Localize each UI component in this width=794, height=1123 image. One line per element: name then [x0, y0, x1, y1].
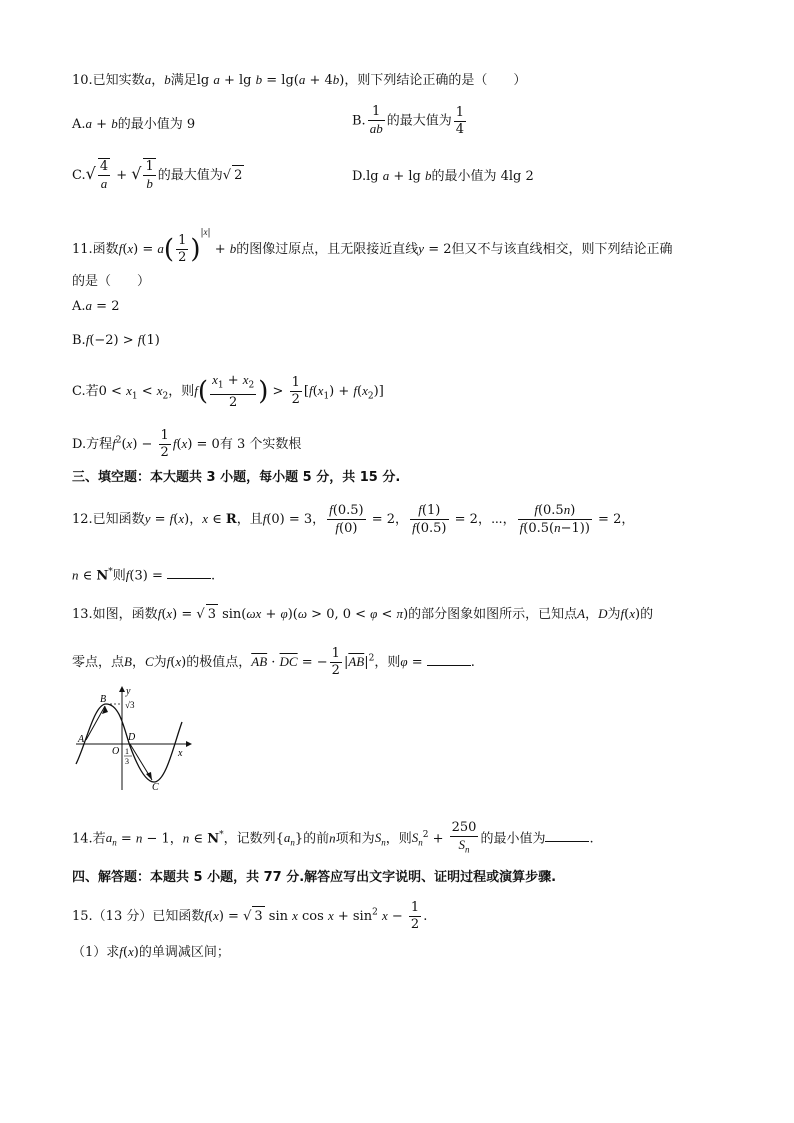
q13-answer-blank[interactable]: [427, 653, 471, 666]
label-d: D: [128, 732, 136, 743]
q11-stem-cont: 的是（ ）: [72, 274, 151, 289]
q13-stem: 13.如图，函数f(x) = √ 3 sin(ωx + φ)(ω > 0, 0 < φ < π)的部分图象如图所示，已知点A，D为f(x)的: [72, 604, 653, 625]
q11-option-a: A.a = 2: [72, 298, 120, 314]
q15-stem: 15.（13 分）已知函数f(x) = √ 3 sin x $\cos x + \sin^2 x$ − $\frac{1}{2}$ .: [72, 900, 428, 932]
q13-stem-cont: 零点，点B，C为f(x)的极值点，$\overline{AB} \cdot \overline{DC}$ = − $\frac{1}{2}$ $|\overline{AB}|^2$，则φ = .: [72, 646, 475, 678]
q12-answer-blank[interactable]: [167, 566, 211, 579]
vector-ab: [86, 706, 105, 740]
section-3-heading: 三、填空题：本大题共 3 小题，每小题 5 分，共 15 分.: [72, 470, 401, 485]
label-three: 3: [125, 757, 129, 766]
label-one: 1: [125, 747, 129, 756]
q10-stem: 10.已知实数a，b满足lg a + lg b = lg(a + 4b)，则下列结论正确的是（ ）: [72, 72, 527, 88]
q11-option-d: D.方程$f^2(x)$ − $\frac{1}{2}$ f(x) = 0有 3 个实数根: [72, 428, 302, 460]
q10-stem-text: 10.已知实数: [72, 73, 145, 88]
label-o: O: [112, 746, 120, 757]
q10-option-c: C.√ $\frac{4}{a}$ + √ $\frac{1}{b}$ 的最大值为√ 2: [72, 159, 243, 191]
q10-option-d: D.lg a + lg b的最小值为 4lg 2: [352, 168, 534, 184]
label-sqrt3: √3: [125, 700, 135, 710]
label-b: B: [100, 694, 107, 705]
q11-option-c: C.若$0 < x_1 < x_2$，则f( $\frac{x_1 + x_2}{2}$ ) > $\frac{1}{2}$ $[f(x_1) + f(x_2)]$: [72, 372, 384, 410]
q14-answer-blank[interactable]: [545, 829, 589, 842]
sine-curve: [76, 704, 182, 782]
q11-stem: 11.函数f(x) = a( $\frac{1}{2}$ )$^{|x|}$ + b的图像过原点，且无限接近直线y = 2但又不与该直线相交，则下列结论正确: [72, 227, 673, 265]
q10-option-a: A.a + b的最小值为 9: [72, 116, 196, 132]
q12-stem: 12.已知函数y = f(x)，x ∈ R，且f(0) = 3， $\frac{f(0.5)}{f(0)}$ = 2， $\frac{f(1)}{f(0.5)}$ = 2，⋯， $\frac{f(0.5n)}{f(0.5(n-1))}$ = 2，: [72, 502, 635, 536]
q12-stem-cont: n ∈ N*则f(3) = .: [72, 567, 216, 584]
q14-stem: 14.若$a_n = n - 1$，n ∈ N*，记数列$\{a_n\}$的前n项和为$S_n$，则$S_n^2$ + $\frac{250}{S_n}$ 的最小值为 .: [72, 820, 594, 855]
y-axis-arrow: [119, 686, 125, 692]
q10-option-b: B. $\frac{1}{ab}$ 的最大值为 $\frac{1}{4}$: [352, 104, 464, 137]
label-y: y: [126, 686, 131, 697]
label-x: x: [178, 748, 183, 759]
label-a: A: [78, 734, 85, 745]
q13-sine-graph: [72, 684, 192, 792]
x-axis-arrow: [186, 741, 192, 747]
label-c: C: [152, 782, 159, 792]
q11-option-b: B.f(−2) > f(1): [72, 332, 160, 348]
section-4-heading: 四、解答题：本题共 5 小题，共 77 分.解答应写出文字说明、证明过程或演算步骤.: [72, 870, 557, 885]
q15-part-1: （1）求f(x)的单调减区间；: [72, 944, 230, 960]
